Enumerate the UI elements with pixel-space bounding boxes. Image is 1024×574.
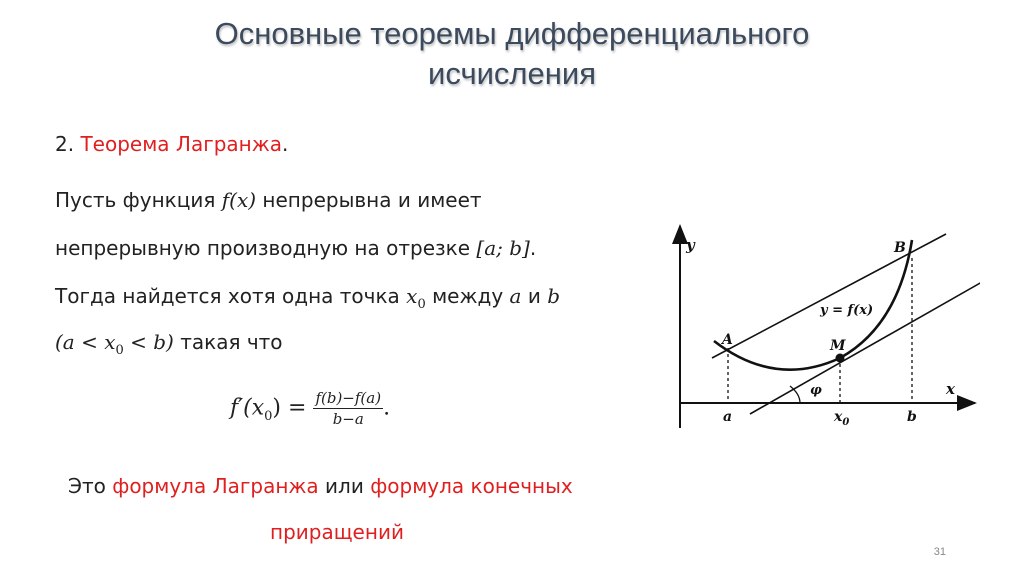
math-x0-sub: 0 xyxy=(417,297,426,312)
theorem-dot: . xyxy=(282,132,289,156)
formula-lhs-sub: 0 xyxy=(264,408,273,424)
theorem-heading xyxy=(55,132,288,156)
line2-dot: . xyxy=(529,236,537,260)
tick-x0-subscript: 0 xyxy=(842,417,850,428)
math-inequality-sub: 0 xyxy=(115,343,124,358)
conclusion-line-2: приращений xyxy=(270,520,404,544)
line4-text: такая что xyxy=(173,330,283,354)
y-axis-label: y xyxy=(686,236,695,254)
point-a-label: A xyxy=(722,332,733,348)
math-a: a xyxy=(509,284,522,308)
title-line-2: исчисления xyxy=(428,56,596,91)
conclusion-term-1: формула Лагранжа xyxy=(112,474,319,498)
formula-dot: . xyxy=(383,395,391,421)
math-fx: f(x) xyxy=(221,188,257,212)
conclusion-line-1 xyxy=(68,474,573,498)
line3-between: между xyxy=(425,284,510,308)
formula-fraction xyxy=(313,388,383,429)
tick-x0-label xyxy=(833,409,849,428)
tick-x0-letter: x xyxy=(834,409,843,425)
text-line-3 xyxy=(55,284,560,312)
formula-equals: ) = xyxy=(272,395,307,421)
slide-title xyxy=(0,14,1024,94)
line1-text-end: непрерывна и имеет xyxy=(256,188,482,212)
conclusion-or: или xyxy=(318,474,371,498)
x-axis-label: x xyxy=(946,380,955,398)
lagrange-graph xyxy=(650,218,980,438)
line1-text: Пусть функция xyxy=(55,188,222,212)
formula-denominator: b−a xyxy=(332,410,364,428)
point-m-label: M xyxy=(830,338,846,354)
conclusion-term-2: формула конечных xyxy=(370,474,573,498)
text-line-2 xyxy=(55,236,536,260)
theorem-number: 2. xyxy=(55,132,75,156)
math-x0: x xyxy=(406,284,418,308)
math-interval: [a; b] xyxy=(476,236,530,260)
line3-and: и xyxy=(521,284,548,308)
tick-b-label: b xyxy=(907,409,917,425)
conclusion-text: Это xyxy=(68,474,113,498)
lagrange-formula xyxy=(230,388,390,429)
tick-a-label: a xyxy=(723,409,733,425)
math-inequality-open: (a < x xyxy=(55,330,116,354)
title-line-1: Основные теоремы дифференциального xyxy=(214,16,810,51)
angle-phi-label: φ xyxy=(810,383,822,398)
line3-text: Тогда найдется хотя одна точка xyxy=(55,284,407,308)
theorem-name: Теорема Лагранжа xyxy=(80,132,283,156)
math-inequality-close: < b) xyxy=(123,330,174,354)
curve-label: y = f(x) xyxy=(820,303,874,318)
page-number: 31 xyxy=(933,546,946,558)
text-line-1 xyxy=(55,188,482,212)
formula-numerator: f(b)−f(a) xyxy=(315,389,382,407)
formula-lhs: f′(x xyxy=(230,395,265,421)
line2-text: непрерывную производную на отрезке xyxy=(55,236,477,260)
point-m-dot xyxy=(836,354,845,363)
math-b: b xyxy=(547,284,560,308)
point-b-label: B xyxy=(894,240,906,256)
text-line-4 xyxy=(55,330,283,358)
